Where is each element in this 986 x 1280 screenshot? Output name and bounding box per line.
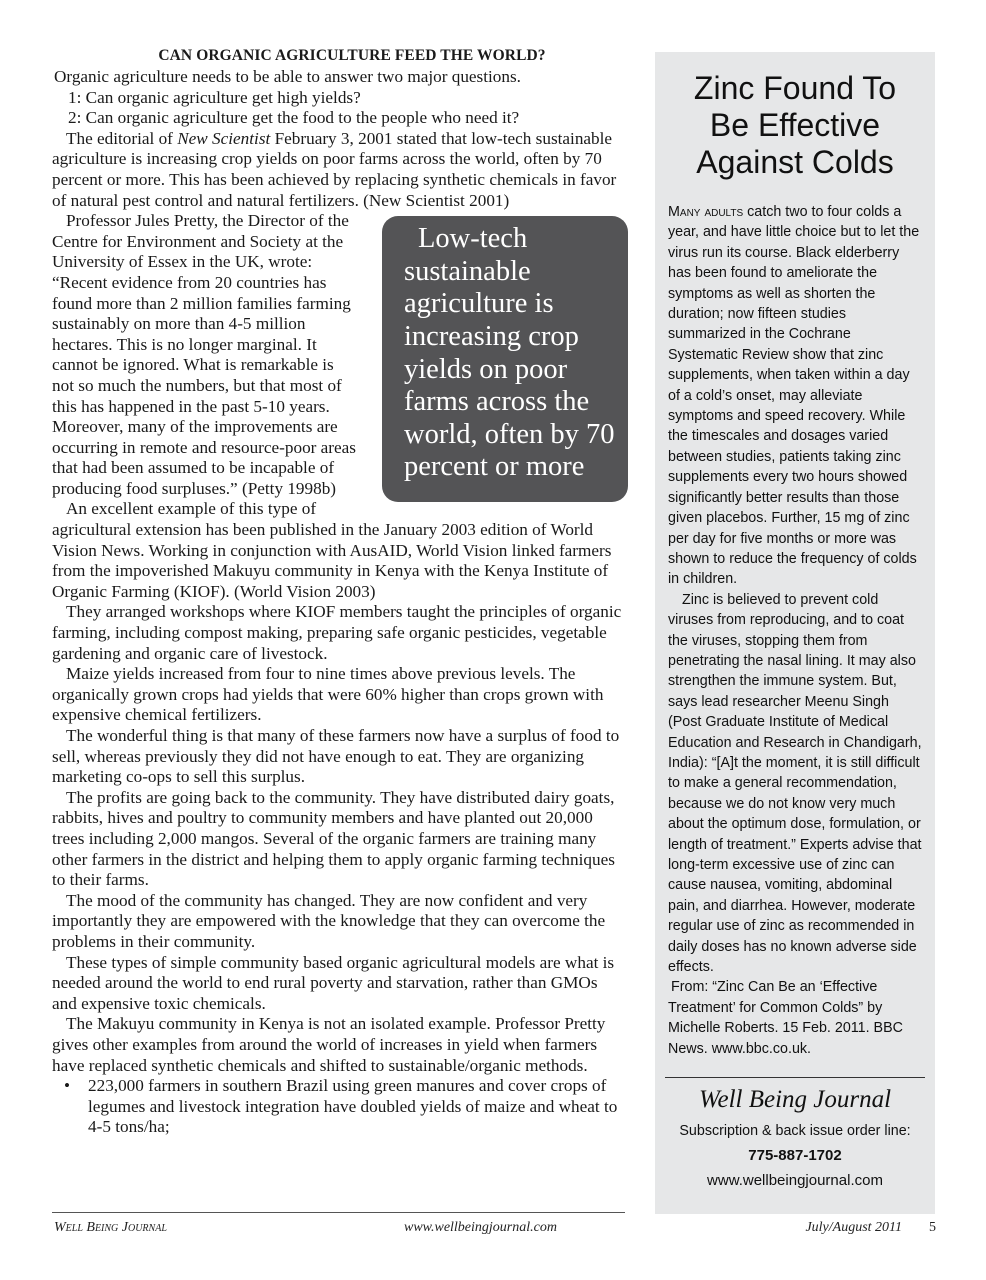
text-run: Professor Jules Pretty, the Director of the Centre for Environment and Society at the University of Essex in the UK, wrote: “Recent evidence from 20 countries has found more than 2 million families farming sustainably on more than 4-5 million hectares. This is no longer marginal. It cannot be ignored. What is remarkable is not so much the numbers, but that most of this has happened in the past 5-10 years. Moreover, many of the improvements are occurring in remote and resource-poor areas that had been assumed to be incapable of producing food surpluses.” (Petty 1998b) [52,211,356,498]
sidebar-paragraph-2: Zinc is believed to prevent cold viruses from reproducing, and to coat the viruses, stopping them from penetrating the nasal lining. It may also strengthen the immune system. But, says lead researcher Meenu Singh (Post Graduate Institute of Medical Education and Research in Chandigarh, India): “[A]t the moment, it is still difficult to make a general recommendation, because we do not know very much about the optimum dose, formulation, or length of treatment.” Experts advise that long-term excessive use of zinc can cause nausea, vomiting, abdominal pain, and diarrhea. However, moderate regular use of zinc as recommended in daily doses has no known adverse side effects. [668,591,922,976]
question-1: 1: Can organic agriculture get high yields? [68,87,361,107]
sidebar-title [668,70,922,181]
article-paragraph-3: An excellent example of this type of agricultural extension has been published in the January 2003 edition of World Vision News. Working in conjunction with AusAID, World Vision linked farmers from the impoverished Makuyu community in Kenya with the Kenya Institute of Organic Farming (KIOF). (World Vision 2003) [52,499,612,601]
title-line: Be Effective [709,107,881,143]
publication-name-italic: New Scientist [177,128,271,148]
page-number: 5 [929,1220,936,1235]
lead-in-smallcaps: Many adults [668,204,744,220]
article-intro: Organic agriculture needs to be able to answer two major questions. [54,67,521,86]
pull-quote: Low-tech sustainable agriculture is increasing crop yields on poor farms across the world, often by 70 percent or more [382,216,628,502]
column-divider-rule [52,1212,625,1213]
text-run: catch two to four colds a year, and have little choice but to let the virus run its course. Black elderberry has been found to ameliorate the symptoms as well as shorten the duration; now fifteen studies summarized in the Cochrane Systematic Review show that zinc supplements, when taken within a day of a cold’s onset, may alleviate symptoms and speed recovery. While the timescales and dosages varied between studies, patients taking zinc supplements every two hours showed significantly better results than those given placebos. Further, 15 mg of zinc per day for five months or more was shown to reduce the frequency of colds in children. [668,204,920,588]
examples-list [52,1076,626,1138]
sidebar-zinc-article [655,52,935,1214]
article-paragraph-10: The Makuyu community in Kenya is not an isolated example. Professor Pretty gives other examples from around the world of increases in yield when farmers have replaced synthetic chemicals and shifted to sustainable/organic methods. [52,1014,606,1075]
journal-name: Well Being Journal [698,1086,892,1114]
article-paragraph-5: Maize yields increased from four to nine times above previous levels. The organically grown crops had yields that were 60% higher than crops grown with expensive chemical fertilizers. [52,664,604,725]
sidebar-divider [665,1077,925,1078]
text-run: February 3, 2001 stated that low-tech sustainable agriculture is increasing crop yields on poor farms across the world, often by 70 percent or more. This has been achieved by replacing synthetic chemicals in favor of natural pest control and natural fertilizers. (New Scientist 2001) [52,128,617,210]
article-paragraph-9: These types of simple community based organic agricultural models are what is needed around the world to end rural poverty and starvation, rather than GMOs and expensive toxic chemicals. [52,952,615,1013]
footer-publication: Well Being Journal [54,1220,167,1235]
text-run: The editorial of [66,128,178,148]
article-paragraph-2 [52,211,626,499]
article-title: CAN ORGANIC AGRICULTURE FEED THE WORLD? [158,47,546,64]
question-2: 2: Can organic agriculture get the food to the people who need it? [68,108,520,128]
article-paragraph-8: The mood of the community has changed. They are now confident and very importantly they are empowered with the knowledge that they can overcome the problems in their community. [52,890,606,951]
title-line: Against Colds [696,144,894,180]
page-footer [52,1220,936,1240]
title-line: Zinc Found To [693,70,897,106]
main-article [52,46,626,1138]
list-item-text: 223,000 farmers in southern Brazil using green manures and cover crops of legumes and livestock integration have doubled yields of maize and wheat to 4-5 tons/ha; [88,1076,618,1137]
bullet-icon: • [64,1076,71,1096]
sidebar-source-citation: From: “Zinc Can Be an ‘Effective Treatment’ for Common Colds” by Michelle Roberts. 15 Feb. 2011. BBC News. www.bbc.co.uk. [668,979,903,1057]
footer-issue-date: July/August 2011 [805,1220,902,1235]
list-item [64,1076,626,1138]
article-paragraph-1 [52,129,626,211]
article-paragraph-7: The profits are going back to the community. They have distributed dairy goats, rabbits, hives and poultry to community members and have planted out 20,000 trees including 2,000 mangos. Several of the organic farmers are training many other farmers in the district and helping them to apply organic farming techniques to their farms. [52,787,615,890]
article-paragraph-4: They arranged workshops where KIOF members taught the principles of organic farming, including compost making, preparing safe organic pesticides, vegetable gardening and organic care of livestock. [52,602,622,663]
footer-website: www.wellbeingjournal.com [404,1220,557,1235]
order-line-label: Subscription & back issue order line: [679,1123,911,1140]
journal-website: www.wellbeingjournal.com [707,1172,883,1190]
sidebar-body [668,202,922,1059]
order-phone-number: 775-887-1702 [748,1147,842,1165]
article-paragraph-6: The wonderful thing is that many of these farmers now have a surplus of food to sell, whereas previously they did not have enough to eat. They are organizing marketing co-ops to sell this surplus. [52,726,620,787]
sidebar-paragraph-1 [668,202,922,590]
